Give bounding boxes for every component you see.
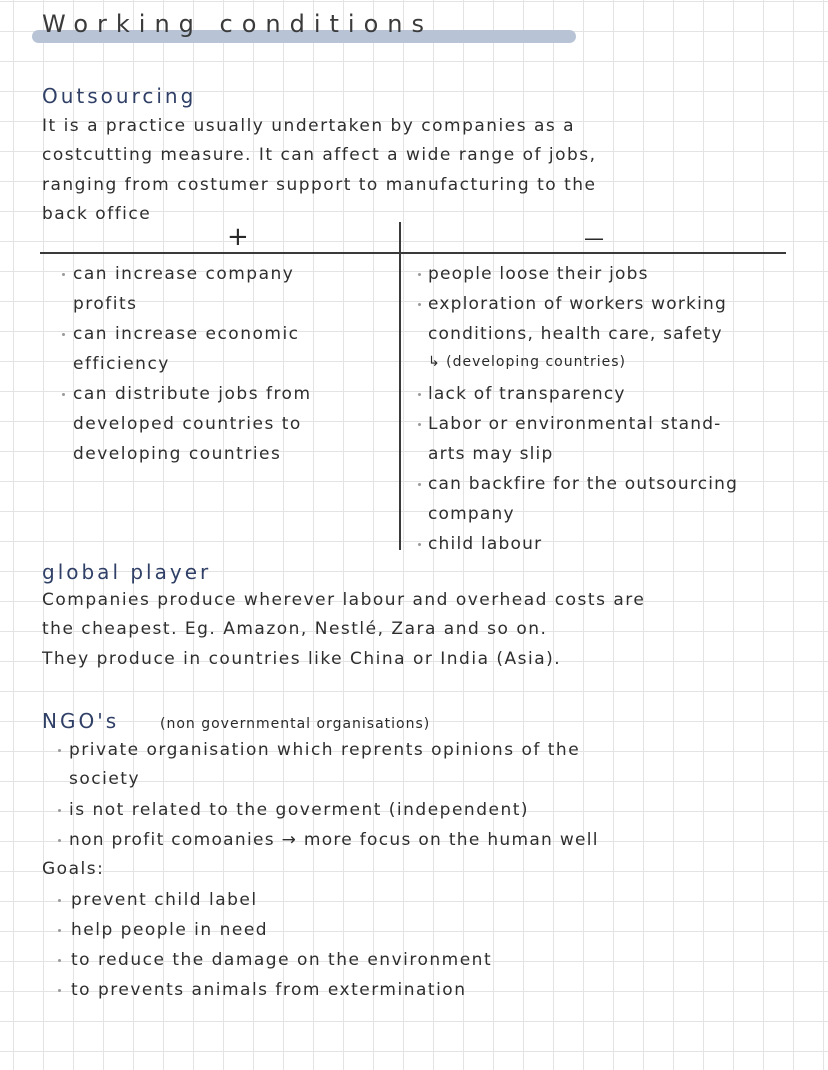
ngo-heading: NGO's <box>42 709 120 733</box>
outsourcing-line: It is a practice usually undertaken by companies as a <box>42 116 576 136</box>
ngo-heading-note: (non governmental organisations) <box>160 716 431 732</box>
bullet-dot <box>58 839 61 842</box>
goal-item: help people in need <box>71 920 269 940</box>
pro-item: can increase company <box>73 264 295 284</box>
ngo-item: society <box>69 769 141 789</box>
bullet-dot <box>418 273 421 276</box>
bullet-dot <box>58 989 61 992</box>
con-item: people loose their jobs <box>428 264 649 284</box>
bullet-dot <box>62 273 65 276</box>
goal-item: to prevents animals from extermination <box>71 980 467 1000</box>
pro-item: developing countries <box>73 444 282 464</box>
pro-item: developed countries to <box>73 414 302 434</box>
page-title: Working conditions <box>42 10 433 38</box>
outsourcing-line: ranging from costumer support to manufacturing to the <box>42 175 597 195</box>
bullet-dot <box>62 393 65 396</box>
bullet-dot <box>58 749 61 752</box>
con-item: arts may slip <box>428 444 554 464</box>
bullet-dot <box>418 393 421 396</box>
con-item: exploration of workers working <box>428 294 727 314</box>
bullet-dot <box>58 899 61 902</box>
pro-item: can distribute jobs from <box>73 384 312 404</box>
bullet-dot <box>58 929 61 932</box>
con-item: ↳ (developing countries) <box>428 354 626 370</box>
bullet-dot <box>58 809 61 812</box>
con-item: Labor or environmental stand- <box>428 414 722 434</box>
minus-symbol: — <box>584 226 604 250</box>
global-player-line: the cheapest. Eg. Amazon, Nestlé, Zara and so on. <box>42 619 548 639</box>
bullet-dot <box>418 483 421 486</box>
goal-item: to reduce the damage on the environment <box>71 950 493 970</box>
table-horizontal-rule <box>40 252 786 254</box>
ngo-item: private organisation which reprents opinions of the <box>69 740 581 760</box>
con-item: conditions, health care, safety <box>428 324 723 344</box>
outsourcing-line: back office <box>42 204 152 224</box>
global-player-line: Companies produce wherever labour and overhead costs are <box>42 590 646 610</box>
global-player-heading: global player <box>42 560 212 584</box>
con-item: child labour <box>428 534 543 554</box>
outsourcing-line: costcutting measure. It can affect a wide range of jobs, <box>42 145 597 165</box>
plus-symbol: + <box>227 222 249 252</box>
bullet-dot <box>58 959 61 962</box>
pro-item: efficiency <box>73 354 170 374</box>
bullet-dot <box>418 543 421 546</box>
bullet-dot <box>418 423 421 426</box>
con-item: company <box>428 504 515 524</box>
ngo-item: non profit comoanies → more focus on the human well <box>69 830 599 850</box>
goal-item: prevent child label <box>71 890 258 910</box>
pro-item: profits <box>73 294 138 314</box>
goals-label: Goals: <box>42 859 105 879</box>
pro-item: can increase economic <box>73 324 300 344</box>
bullet-dot <box>418 303 421 306</box>
con-item: can backfire for the outsourcing <box>428 474 739 494</box>
global-player-line: They produce in countries like China or India (Asia). <box>42 649 562 669</box>
table-vertical-rule <box>399 222 401 550</box>
bullet-dot <box>62 333 65 336</box>
ngo-item: is not related to the goverment (independent) <box>69 800 530 820</box>
outsourcing-heading: Outsourcing <box>42 84 197 108</box>
con-item: lack of transparency <box>428 384 626 404</box>
